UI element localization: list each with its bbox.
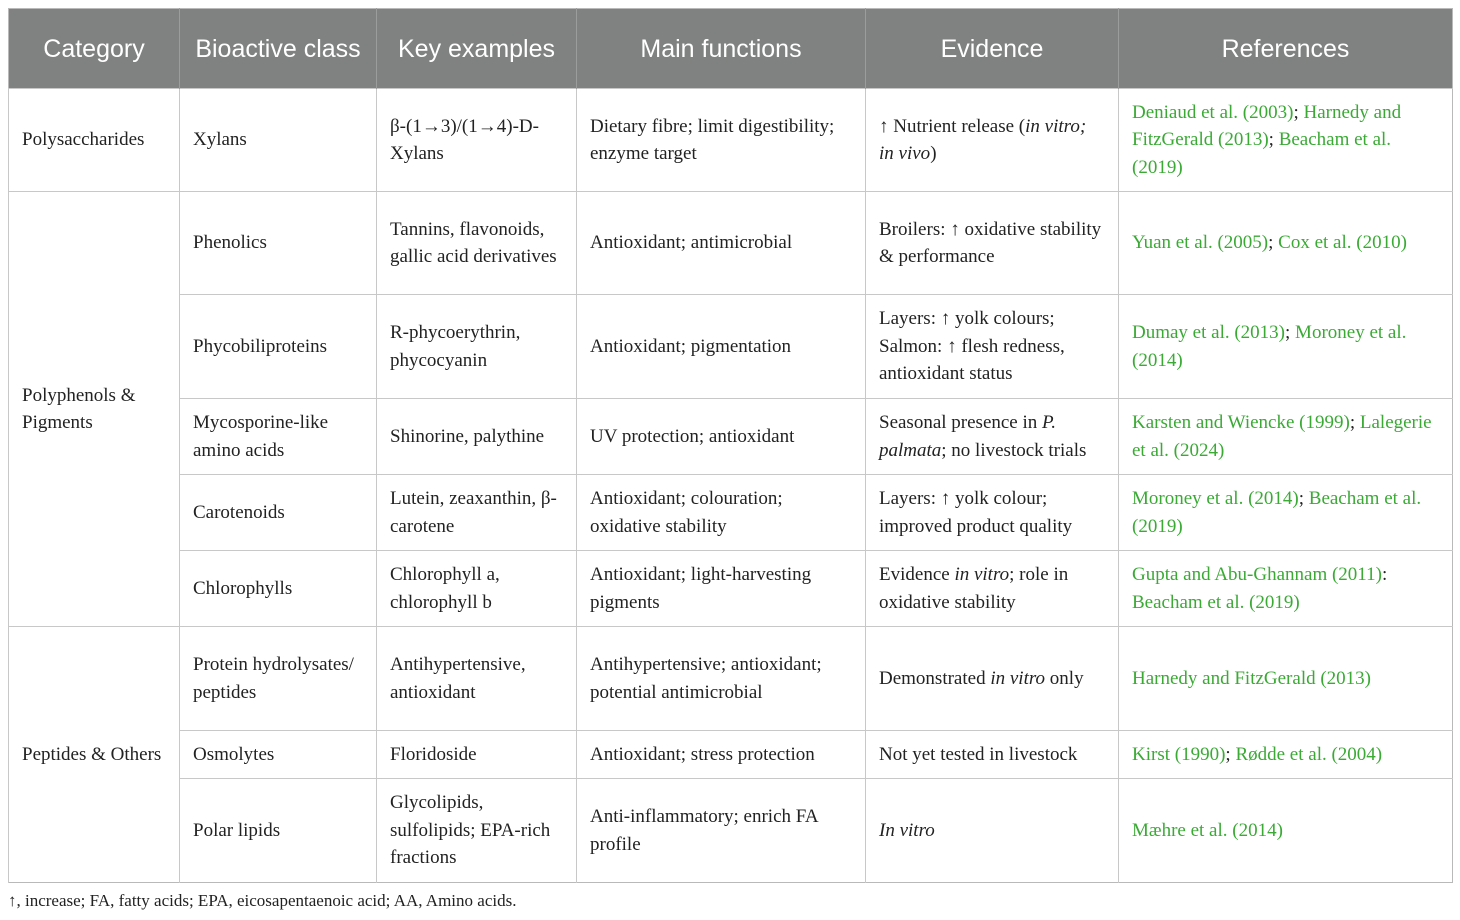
evidence-text: Demonstrated (879, 667, 991, 689)
header-bioactive-class: Bioactive class (180, 9, 377, 89)
evidence-cell (866, 295, 1119, 399)
references-cell (1119, 192, 1453, 295)
class-cell: Phenolics (180, 192, 377, 295)
category-cell: Polysaccharides (9, 89, 180, 192)
evidence-text: Layers: ↑ yolk colours; Salmon: ↑ flesh redness, antioxidant status (879, 308, 1065, 385)
reference-link[interactable]: Harnedy and FitzGerald (2013) (1132, 101, 1402, 151)
reference-link[interactable]: Lalegerie et al. (2024) (1132, 412, 1432, 461)
reference-link[interactable]: Moroney et al. (2014) (1132, 488, 1299, 509)
table-row (9, 779, 1453, 883)
class-cell: Chlorophylls (180, 551, 377, 627)
evidence-text: only (1045, 667, 1084, 689)
evidence-text: Evidence (879, 564, 955, 585)
class-cell: Polar lipids (180, 779, 377, 883)
references-cell (1119, 295, 1453, 399)
functions-cell: Anti-inflammatory; enrich FA profile (577, 779, 866, 883)
references-cell (1119, 551, 1453, 627)
functions-cell: UV protection; antioxidant (577, 399, 866, 475)
functions-cell: Antioxidant; stress protection (577, 731, 866, 779)
table-container (8, 8, 1452, 883)
reference-separator: ; (1268, 232, 1279, 254)
references-cell (1119, 89, 1453, 192)
evidence-cell (866, 399, 1119, 475)
table-row (9, 295, 1453, 399)
evidence-italic: in vitro (954, 564, 1010, 585)
functions-cell: Antioxidant; pigmentation (577, 295, 866, 399)
evidence-text: Layers: ↑ yolk colour; improved product quality (879, 488, 1073, 537)
reference-link[interactable]: Beacham et al. (2019) (1132, 129, 1392, 178)
functions-cell: Antioxidant; light-harvesting pigments (577, 551, 866, 627)
references-cell (1119, 779, 1453, 883)
header-evidence: Evidence (866, 9, 1119, 89)
evidence-italic: In vitro (879, 819, 935, 841)
reference-separator: : (1381, 564, 1388, 585)
evidence-cell (866, 89, 1119, 192)
table-row (9, 627, 1453, 731)
evidence-cell (866, 627, 1119, 731)
evidence-italic: P. palmata (879, 412, 1056, 461)
reference-link[interactable]: Moroney et al. (2014) (1132, 322, 1407, 371)
table-row (9, 89, 1453, 192)
reference-link[interactable]: Gupta and Abu-Ghannam (2011) (1132, 564, 1382, 585)
evidence-cell (866, 551, 1119, 627)
functions-cell: Dietary fibre; limit digestibility; enzyme target (577, 89, 866, 192)
evidence-italic: in vitro (990, 667, 1046, 689)
examples-cell: β-(1→3)/(1→4)-D-Xylans (377, 89, 577, 192)
reference-link[interactable]: Cox et al. (2010) (1278, 232, 1407, 254)
reference-link[interactable]: Kirst (1990) (1132, 743, 1226, 765)
table-row (9, 551, 1453, 627)
class-cell: Mycosporine-like amino acids (180, 399, 377, 475)
evidence-text: Seasonal presence in (879, 412, 1043, 433)
header-key-examples: Key examples (377, 9, 577, 89)
class-cell: Osmolytes (180, 731, 377, 779)
functions-cell: Antioxidant; colouration; oxidative stability (577, 475, 866, 551)
references-cell (1119, 475, 1453, 551)
examples-cell: Shinorine, palythine (377, 399, 577, 475)
reference-link[interactable]: Mæhre et al. (2014) (1132, 819, 1283, 841)
reference-separator: ; (1349, 412, 1360, 433)
reference-link[interactable]: Harnedy and FitzGerald (2013) (1132, 667, 1372, 689)
references-cell (1119, 627, 1453, 731)
class-cell: Phycobiliproteins (180, 295, 377, 399)
examples-cell: Chlorophyll a, chlorophyll b (377, 551, 577, 627)
table-row (9, 192, 1453, 295)
reference-separator: ; (1293, 101, 1304, 123)
table-footnote: ↑, increase; FA, fatty acids; EPA, eicosapentaenoic acid; AA, Amino acids. (8, 891, 517, 910)
header-category: Category (9, 9, 180, 89)
evidence-text: Not yet tested in livestock (879, 743, 1078, 765)
reference-separator: ; (1225, 743, 1236, 765)
examples-cell: Glycolipids, sulfolipids; EPA-rich fractions (377, 779, 577, 883)
table-row (9, 475, 1453, 551)
reference-link[interactable]: Karsten and Wiencke (1999) (1132, 412, 1350, 433)
reference-link[interactable]: Beacham et al. (2019) (1132, 591, 1300, 613)
examples-cell: Floridoside (377, 731, 577, 779)
examples-cell: Lutein, zeaxanthin, β-carotene (377, 475, 577, 551)
reference-link[interactable]: Yuan et al. (2005) (1132, 232, 1269, 254)
reference-link[interactable]: Rødde et al. (2004) (1235, 743, 1383, 765)
examples-cell: Tannins, flavonoids, gallic acid derivatives (377, 192, 577, 295)
bioactive-compounds-table (8, 8, 1453, 883)
evidence-text: Broilers: ↑ oxidative stability & performance (879, 218, 1102, 267)
class-cell: Xylans (180, 89, 377, 192)
evidence-cell (866, 475, 1119, 551)
table-header-row (9, 9, 1453, 89)
references-cell (1119, 399, 1453, 475)
category-cell: Peptides & Others (9, 627, 180, 883)
header-main-functions: Main functions (577, 9, 866, 89)
reference-separator: ; (1285, 322, 1296, 343)
category-cell: Polyphenols & Pigments (9, 192, 180, 627)
evidence-text: ; no livestock trials (941, 439, 1087, 461)
reference-link[interactable]: Dumay et al. (2013) (1132, 322, 1286, 343)
evidence-italic: in vitro; in vivo (879, 115, 1087, 164)
references-cell (1119, 731, 1453, 779)
reference-separator: ; (1268, 129, 1279, 151)
evidence-cell (866, 779, 1119, 883)
class-cell: Protein hydrolysates/ peptides (180, 627, 377, 731)
header-references: References (1119, 9, 1453, 89)
evidence-text: ; role in oxidative stability (879, 564, 1069, 613)
reference-link[interactable]: Deniaud et al. (2003) (1132, 101, 1294, 123)
evidence-text: ↑ Nutrient release ( (879, 115, 1026, 137)
evidence-cell (866, 731, 1119, 779)
class-cell: Carotenoids (180, 475, 377, 551)
functions-cell: Antihypertensive; antioxidant; potential antimicrobial (577, 627, 866, 731)
reference-link[interactable]: Beacham et al. (2019) (1132, 488, 1422, 537)
functions-cell: Antioxidant; antimicrobial (577, 192, 866, 295)
examples-cell: Antihypertensive, antioxidant (377, 627, 577, 731)
table-row (9, 399, 1453, 475)
table-row (9, 731, 1453, 779)
evidence-cell (866, 192, 1119, 295)
examples-cell: R-phycoerythrin, phycocyanin (377, 295, 577, 399)
reference-separator: ; (1298, 488, 1309, 509)
evidence-text: ) (930, 143, 937, 164)
